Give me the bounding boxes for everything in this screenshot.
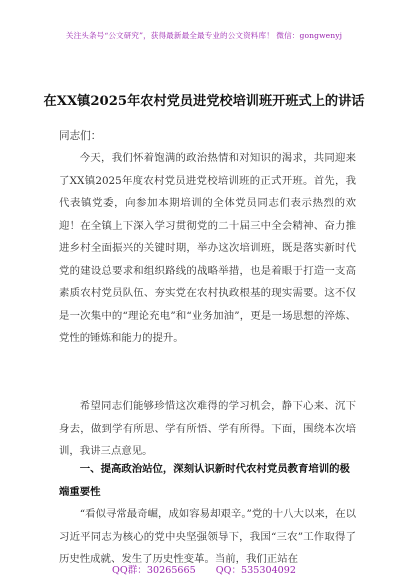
paragraph-intro: 今天，我们怀着饱满的政治热情和对知识的渴求，共同迎来了XX镇2025年度农村党员进党校培训班的正式开班。首先，我代表镇党委，向参加本期培训的全体党员同志们表示热烈的欢迎！在全镇上下深入学习贯彻党的二十届三中全会精神、奋力推进乡村全面振兴的关键时期，举办这次培训班，既是落实新时代党的建设总要求和组织路线的战略举措，也是着眼于打造一支高素质农村党员队伍、夯实党在农村执政根基的现实需要。这不仅是一次集中的“理论充电”和“业务加油”，更是一场思想的淬炼、党性的锤炼和能力的提升。: [59, 152, 356, 344]
salutation: 同志们：: [59, 130, 102, 142]
footer-qq: QQ：535304092: [215, 565, 296, 576]
footer-contact: [0, 562, 408, 576]
header-banner: 关注头条号“公文研究”，获得最新最全最专业的公文资料库！ 微信：gongwenyj: [65, 31, 343, 40]
section-heading-1: 一、提高政治站位，深刻认识新时代农村党员教育培训的极端重要性: [59, 463, 350, 498]
document-title: 在XX镇2025年农村党员进党校培训班开班式上的讲话: [43, 94, 365, 109]
footer-qq-group: QQ群：30265665: [111, 565, 196, 576]
paragraph-section-1: “看似寻常最奇崛，成如容易却艰辛。”党的十八大以来，在以习近平同志为核心的党中央坚强领导下，我国“三农”工作取得了历史性成就、发生了历史性变革。当前，我们正站在: [59, 508, 356, 565]
paragraph-hope: 希望同志们能够珍惜这次难得的学习机会，静下心来、沉下身去，做到学有所思、学有所悟、学有所得。下面，围绕本次培训，我讲三点意见。: [59, 400, 356, 457]
